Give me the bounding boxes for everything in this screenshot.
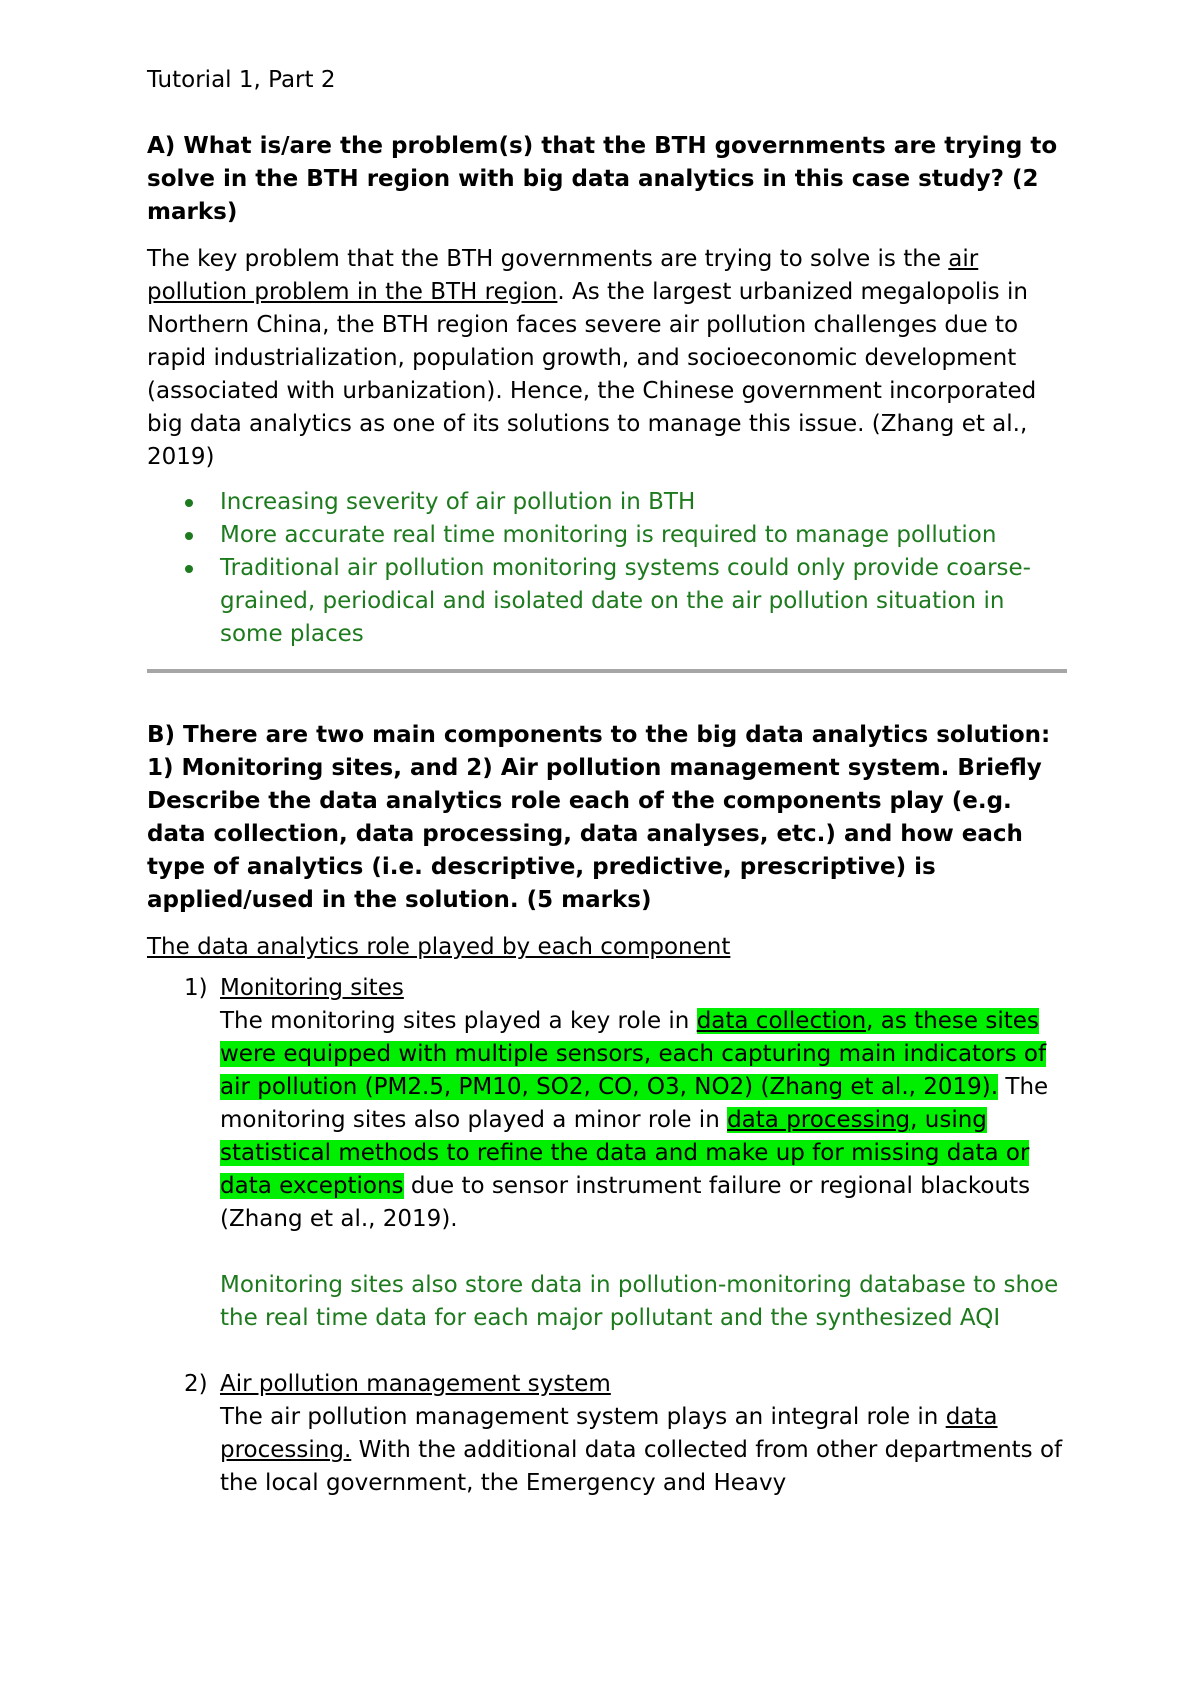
answer-a-paragraph (147, 243, 1067, 474)
blank-line (220, 1335, 1067, 1368)
underlined-term: data processing. (220, 1404, 998, 1463)
highlighted-term: data processing (727, 1107, 911, 1133)
section-divider (147, 669, 1067, 673)
bullet-dot-icon (185, 532, 193, 540)
item-text: due to sensor instrument failure or regional blackouts (Zhang et al., 2019). (220, 1173, 1031, 1232)
item-number: 1) (184, 975, 208, 1001)
question-a: A) What is/are the problem(s) that the BTH governments are trying to solve in the BTH region with big data analytics in this case study? (2 marks) (147, 133, 1058, 225)
bullet-dot-icon (185, 499, 193, 507)
answer-a-bullet-list (147, 486, 1067, 651)
document-header: Tutorial 1, Part 2 (147, 67, 336, 93)
item-body (220, 1401, 1067, 1500)
highlighted-text: , as these sites were equipped with multiple sensors, each capturing main indicators of air pollution (PM2.5, PM10, SO2, CO, O3, NO2) (Zhang et al., 2019). (220, 1008, 1047, 1100)
bullet-text: More accurate real time monitoring is required to manage pollution (220, 522, 997, 548)
list-item-monitoring-sites (147, 972, 1067, 1368)
list-item-air-pollution-management (147, 1368, 1067, 1500)
highlighted-term: data collection (696, 1008, 867, 1034)
bullet-item (147, 519, 1067, 552)
blank-line (220, 1236, 1067, 1269)
item-body (220, 1005, 1067, 1236)
question-b: B) There are two main components to the big data analytics solution: 1) Monitoring sites, and 2) Air pollution management system. Briefly Describe the data analytics role each of the components play (e.g. data collection, data processing, data analyses, etc.) and how each type of analytics (i.e. descriptive, predictive, prescriptive) is applied/used in the solution. (5 marks) (147, 722, 1051, 913)
bullet-text: Increasing severity of air pollution in BTH (220, 489, 696, 515)
highlighted-text: , using statistical methods to refine the data and make up for missing data or data exceptions (220, 1107, 1030, 1199)
answer-a-text-2: . As the largest urbanized megalopolis in Northern China, the BTH region faces severe air pollution challenges due to rapid industrialization, population growth, and socioeconomic development (associated with urbanization). Hence, the Chinese government incorporated big data analytics as one of its solutions to manage this issue. (Zhang et al., 2019) (147, 279, 1037, 470)
sub-heading: The data analytics role played by each component (147, 934, 731, 960)
item-text: The monitoring sites played a key role in (220, 1008, 697, 1034)
item-title: Air pollution management system (220, 1371, 611, 1397)
bullet-item (147, 552, 1067, 651)
document-page (147, 64, 1067, 1500)
answer-a-text-1: The key problem that the BTH governments are trying to solve is the (147, 246, 949, 272)
item-title: Monitoring sites (220, 975, 404, 1001)
item-text: The air pollution management system plays an integral role in (220, 1404, 946, 1430)
bullet-text: Traditional air pollution monitoring systems could only provide coarse-grained, periodical and isolated date on the air pollution situation in some places (220, 555, 1031, 647)
item-note: Monitoring sites also store data in pollution-monitoring database to shoe the real time data for each major pollutant and the synthesized AQI (220, 1272, 1059, 1331)
item-number: 2) (184, 1371, 208, 1397)
answer-a-underlined: air pollution problem in the BTH region (147, 246, 979, 305)
item-text: The monitoring sites also played a minor role in (220, 1074, 1049, 1133)
item-text: With the additional data collected from other departments of the local government, the Emergency and Heavy (220, 1437, 1063, 1496)
bullet-item (147, 486, 1067, 519)
bullet-dot-icon (185, 565, 193, 573)
